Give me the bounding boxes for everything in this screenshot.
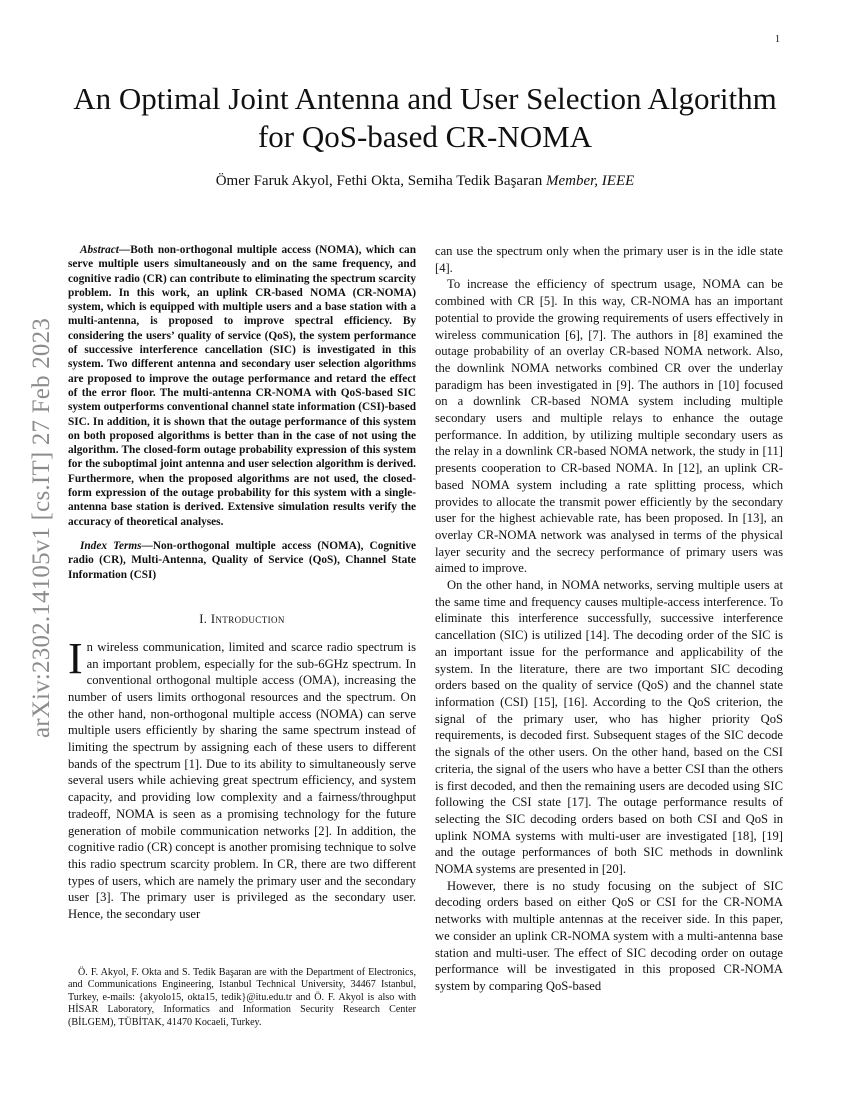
body-paragraph: can use the spectrum only when the primary user is in the idle state [4]. [435, 244, 783, 275]
abstract-label: Abstract [80, 244, 119, 256]
index-terms-label: Index Terms [80, 539, 142, 552]
index-terms [68, 539, 416, 582]
body-paragraph: To increase the efficiency of spectrum usage, NOMA can be combined with CR [5]. In this way, CR-NOMA has an important potential to provide the growing requirements of users effectively in wireless communication [6], [7]. The authors in [8] examined the outage probability of an overlay CR-based NOMA network. Also, the downlink NOMA networks combined CR over the underlay paradigm has been investigated in [9]. The authors in [10] focused on a downlink CR-based NOMA system including multiple secondary users and multiple relays to enhance the outage performance. In addition, by utilizing multiple secondary users as the relay in a downlink CR-based NOMA network, the study in [11] presents cooperation to CR-based NOMA. In [12], an uplink CR-based NOMA system including a rate splitting process, which provides to allocate the transmit power efficiently by the secondary user for the highest achievable rate, has been proposed. In [13], an overlay CR-NOMA network was analysed in terms of the physical layer security and the secrecy performance of primary users was aimed to improve. [435, 277, 783, 576]
author-role: Member, IEEE [545, 173, 635, 189]
paper-title: An Optimal Joint Antenna and User Selection Algorithm for QoS-based CR-NOMA [73, 81, 777, 154]
body-paragraph: On the other hand, in NOMA networks, serving multiple users at the same time and frequency causes multiple-access interference. To eliminate this interference successfully, successive interference cancellation (SIC) is utilized [14]. The decoding order of the SIC is an important issue for the performance and applicability of the system. In the literature, there are two important SIC decoding orders based on the quality of service (QoS) and the channel state information (CSI) [15], [16]. According to the QoS criterion, the signal of the primary user, who has higher priority QoS requirements, is decoded first. Subsequent stages of the SIC decode the signals of the other users. On the other hand, based on the CSI criteria, the signal of the users who have a better CSI than the others is first decoded, and then the remaining users are decoded using SIC following the CSI state [17]. The outage performance results of selecting the SIC decoding orders based on both CSI and QoS in uplink NOMA systems with multi-user are investigated [18], [19] and the outage performances of both SIC methods in downlink NOMA systems are presented in [20]. [435, 578, 783, 877]
abstract [68, 243, 416, 529]
left-column [68, 243, 416, 923]
arxiv-stamp: arXiv:2302.14105v1 [cs.IT] 27 Feb 2023 [28, 317, 55, 739]
intro-paragraph [68, 633, 416, 923]
section-numeral: I. [199, 611, 208, 626]
section-title: Introduction [210, 611, 285, 626]
author-line [70, 173, 780, 190]
abstract-text: —Both non-orthogonal multiple access (NOMA), which can serve multiple users simultaneously and on the same frequency, and cognitive radio (CR) can contribute to eliminating the spectrum scarcity problem. In this work, an uplink CR-based NOMA (CR-NOMA) system, which is equipped with multiple users and a base station with a multi-antenna, is proposed to improve spectral efficiency. By considering the users’ quality of service (QoS), the system performance of successive interference cancellation (SIC) is investigated in this system. Two different antenna and secondary user selection algorithms are proposed to improve the outage performance and retard the effect of the error floor. The multi-antenna CR-NOMA with QoS-based SIC system outperforms conventional channel state information (CSI)-based SIC. In addition, it is shown that the outage performance of this system on both proposed algorithms is better than in the case of not using the algorithm. The closed-form outage probability expression of this system for the suboptimal joint antenna and user selection algorithm is derived. Furthermore, when the proposed algorithms are not used, the closed-form expression of the outage probability for this system with a single-antenna base station is derived. Extensive simulation results verify the accuracy of theoretical analyses. [68, 244, 416, 528]
intro-text: n wireless communication, limited and scarce radio spectrum is an important problem, especially for the sub-6GHz spectrum. In conventional orthogonal multiple access (OMA), increasing the number of users limits orthogonal resources and the spectrum. On the other hand, non-orthogonal multiple access (NOMA) can serve multiple users efficiently by sharing the same spectrum instead of limiting the spectrum by assigning each of these users to different bands of the spectrum [1]. Due to its ability to simultaneously serve several users while achieving great spectrum efficiency, and system capacity, and providing low complexity and a fairness/throughput tradeoff, NOMA is seen as a promising technology for the future generation of mobile communication networks [2]. In addition, the cognitive radio (CR) concept is another promising technique to solve this radio spectrum scarcity problem. In CR, there are two different types of users, which are namely the primary user and the secondary user [3]. The primary user is privileged as the secondary user. Hence, the secondary user [68, 639, 416, 922]
author-names: Ömer Faruk Akyol, Fethi Okta, Semiha Tedik Başaran [215, 173, 543, 189]
body-paragraph: However, there is no study focusing on the subject of SIC decoding orders based on either QoS or CSI for the CR-NOMA networks with multiple antennas at the receiver side. In this paper, we consider an uplink CR-NOMA system with a multi-antenna base station and multi-user. The effect of SIC decoding order on outage performance will be investigated in this proposed CR-NOMA system by comparing QoS-based [435, 878, 783, 993]
drop-cap: I [68, 633, 83, 683]
section-heading [68, 612, 416, 627]
right-column [435, 243, 783, 995]
author-footnote: Ö. F. Akyol, F. Okta and S. Tedik Başaran are with the Department of Electronics, and Communications Engineering, Istanbul Technical University, 34467 Istanbul, Turkey, e-mails: {akyolo15, okta15, tedik}@itu.edu.tr and Ö. F. Akyol is also with HİSAR Laboratory, Informatics and Information Security Research Center (BİLGEM), TÜBİTAK, 41470 Kocaeli, Turkey. [68, 967, 416, 1028]
page-number: 1 [775, 34, 780, 45]
index-terms-text: —Non-orthogonal multiple access (NOMA), Cognitive radio (CR), Multi-Antenna, Quality of Service (QoS), Channel State Information (CSI) [68, 539, 416, 581]
